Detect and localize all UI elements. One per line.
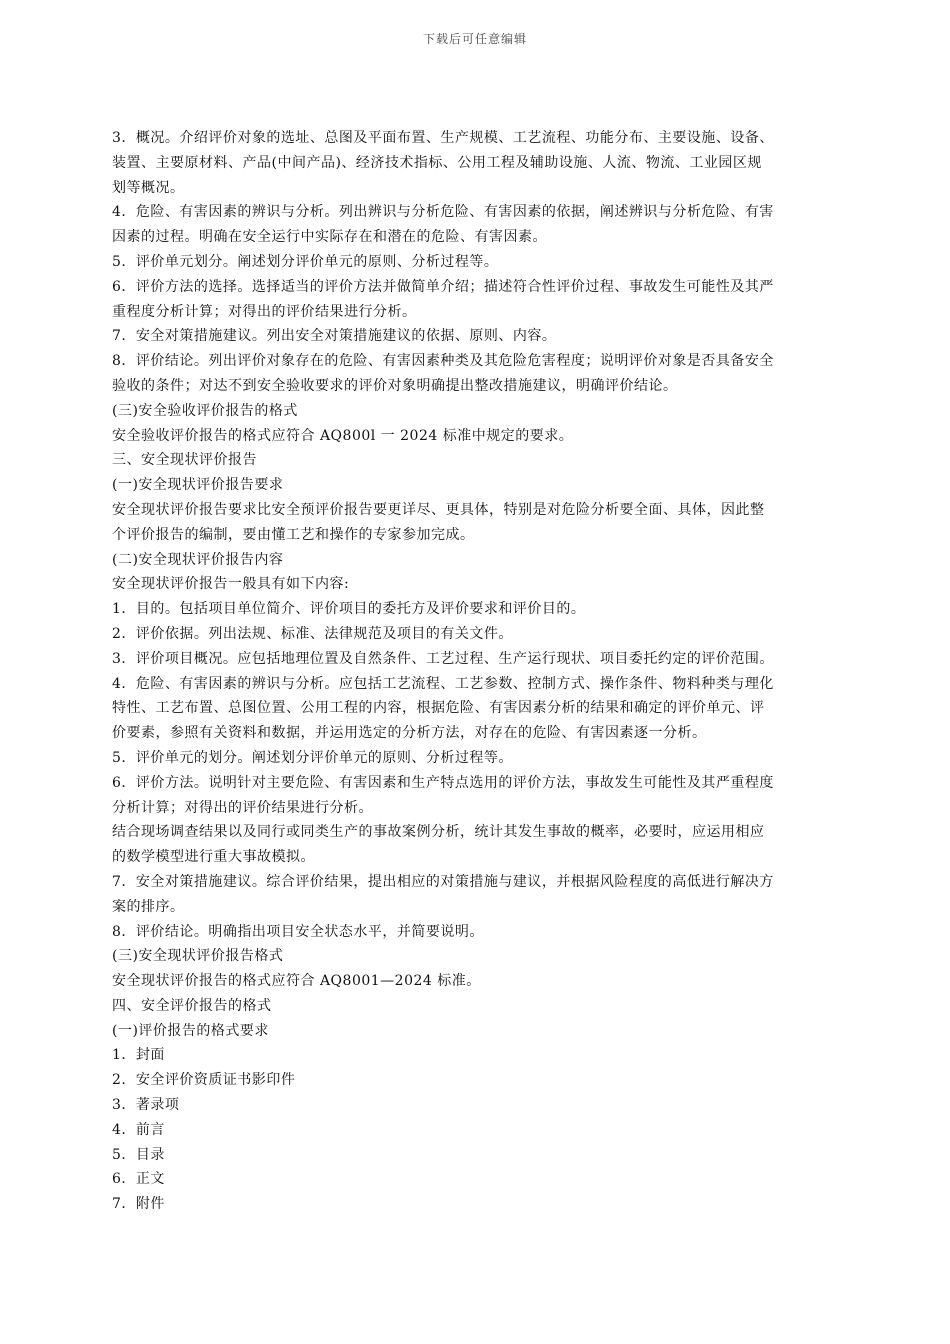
text-line: 5．评价单元划分。阐述划分评价单元的原则、分析过程等。: [112, 253, 499, 270]
text-line: 6．评价方法。说明针对主要危险、有害因素和生产特点选用的评价方法，事故发生可能性及其严重程度: [112, 774, 774, 791]
section-heading: 三、安全现状评价报告: [112, 452, 257, 469]
text-line: 安全现状评价报告一般具有如下内容:: [112, 576, 350, 593]
section-heading: (一)评价报告的格式要求: [112, 1022, 269, 1039]
text-line: 安全验收评价报告的格式应符合 AQ800l 一 2024 标准中规定的要求。: [112, 427, 574, 444]
text-line: 因素的过程。明确在安全运行中实际存在和潜在的危险、有害因素。: [112, 229, 547, 246]
section-heading: 四、安全评价报告的格式: [112, 997, 272, 1014]
text-line: 2．评价依据。列出法规、标准、法律规范及项目的有关文件。: [112, 625, 513, 642]
text-line: 7．安全对策措施建议。综合评价结果，提出相应的对策措施与建议，并根据风险程度的高低进行解决方: [112, 873, 774, 890]
text-line: 个评价报告的编制，要由懂工艺和操作的专家参加完成。: [112, 526, 475, 543]
text-line: 的数学模型进行重大事故模拟。: [112, 849, 315, 866]
text-line: 7．安全对策措施建议。列出安全对策措施建议的依据、原则、内容。: [112, 328, 557, 345]
text-line: 案的排序。: [112, 898, 185, 915]
list-item: 5．目录: [112, 1146, 165, 1163]
text-line: 分析计算；对得出的评价结果进行分析。: [112, 799, 373, 816]
section-heading: (三)安全验收评价报告的格式: [112, 402, 298, 419]
page-header: 下载后可任意编辑: [422, 32, 527, 46]
text-line: 4．危险、有害因素的辨识与分析。应包括工艺流程、工艺参数、控制方式、操作条件、物料种类与理化: [112, 675, 774, 692]
text-line: 验收的条件；对达不到安全验收要求的评价对象明确提出整改措施建议，明确评价结论。: [112, 377, 678, 394]
text-line: 重程度分析计算；对得出的评价结果进行分析。: [112, 303, 417, 320]
list-item: 7．附件: [112, 1196, 165, 1213]
text-line: 8．评价结论。列出评价对象存在的危险、有害因素种类及其危险危害程度；说明评价对象是否具备安全: [112, 353, 774, 370]
text-line: 装置、主要原材料、产品(中间产品)、经济技术指标、公用工程及辅助设施、人流、物流、工业园区规: [112, 154, 762, 171]
text-line: 8．评价结论。明确指出项目安全状态水平，并简要说明。: [112, 923, 484, 940]
list-item: 6．正文: [112, 1171, 165, 1188]
text-line: 价要素，参照有关资料和数据，并运用选定的分析方法，对存在的危险、有害因素逐一分析。: [112, 725, 707, 742]
text-line: 6．评价方法的选择。选择适当的评价方法并做简单介绍；描述符合性评价过程、事故发生可能性及其严: [112, 278, 774, 295]
section-heading: (三)安全现状评价报告格式: [112, 948, 284, 965]
section-heading: (二)安全现状评价报告内容: [112, 551, 284, 568]
text-line: 划等概况。: [112, 179, 185, 196]
list-item: 4．前言: [112, 1121, 165, 1138]
list-item: 2．安全评价资质证书影印件: [112, 1072, 296, 1089]
text-line: 安全现状评价报告要求比安全预评价报告要更详尽、更具体，特别是对危险分析要全面、具体，因此整: [112, 501, 765, 518]
document-body: [112, 126, 840, 1217]
text-line: 3．概况。介绍评价对象的选址、总图及平面布置、生产规模、工艺流程、功能分布、主要设施、设备、: [112, 130, 774, 146]
text-line: 结合现场调查结果以及同行或同类生产的事故案例分析，统计其发生事故的概率，必要时，应运用相应: [112, 824, 765, 841]
text-line: 特性、工艺布置、总图位置、公用工程的内容，根据危险、有害因素分析的结果和确定的评价单元、评: [112, 700, 765, 717]
text-line: 5．评价单元的划分。阐述划分评价单元的原则、分析过程等。: [112, 749, 513, 766]
text-line: 4．危险、有害因素的辨识与分析。列出辨识与分析危险、有害因素的依据，阐述辨识与分析危险、有害: [112, 204, 774, 221]
text-line: 安全现状评价报告的格式应符合 AQ8001—2024 标准。: [112, 973, 481, 990]
text-line: 3．评价项目概况。应包括地理位置及自然条件、工艺过程、生产运行现状、项目委托约定的评价范围。: [112, 650, 774, 667]
list-item: 1．封面: [112, 1047, 165, 1064]
text-line: 1．目的。包括项目单位简介、评价项目的委托方及评价要求和评价目的。: [112, 601, 586, 618]
section-heading: (一)安全现状评价报告要求: [112, 477, 284, 494]
list-item: 3．著录项: [112, 1097, 180, 1114]
